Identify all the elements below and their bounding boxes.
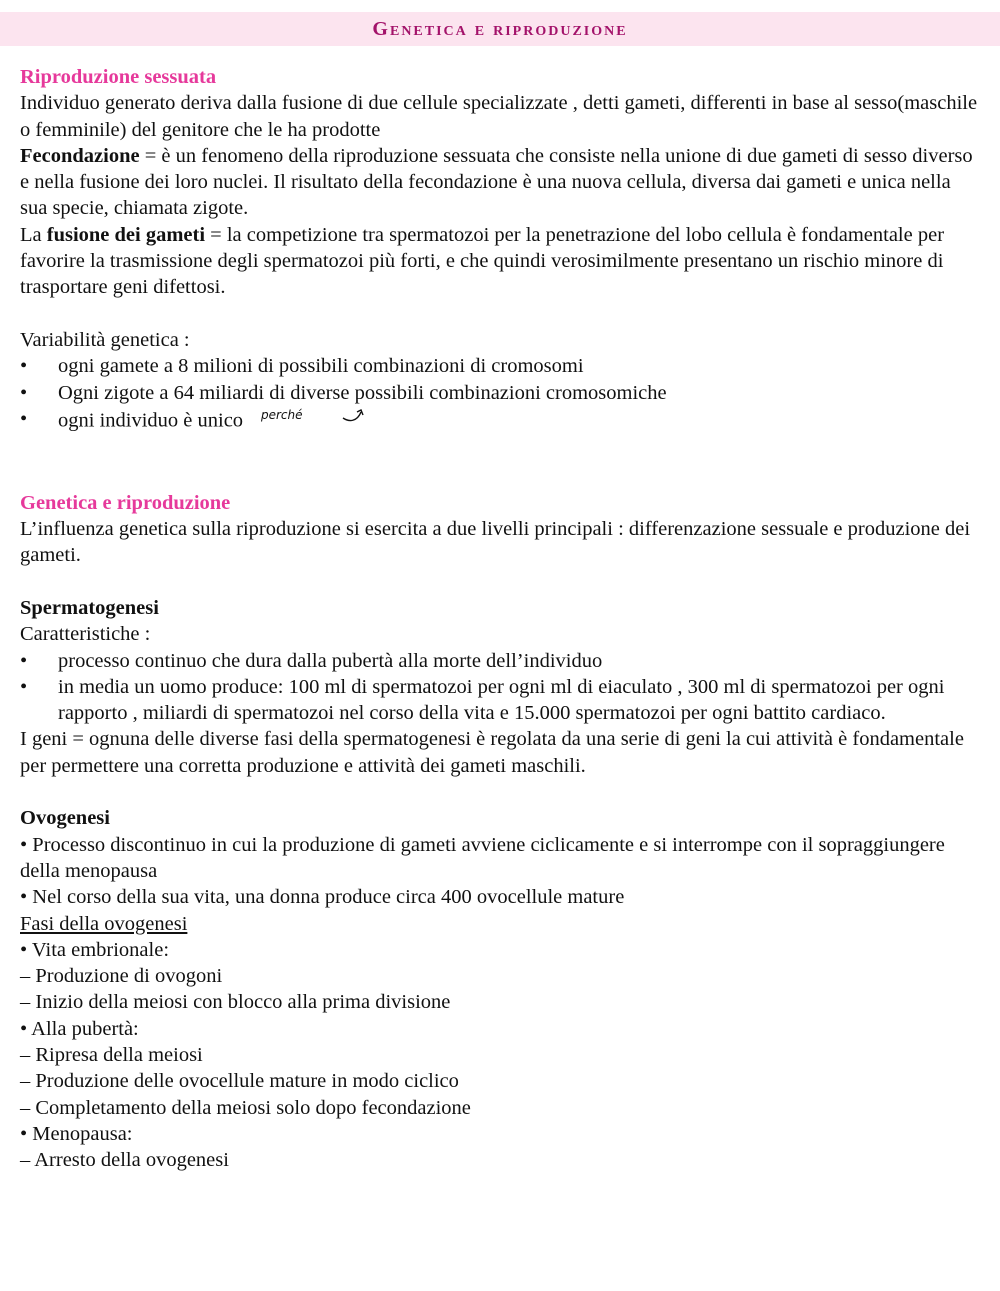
section-heading-riproduzione: Riproduzione sessuata [20,66,217,88]
ovogenesi-line: • Processo discontinuo in cui la produzione di gameti avviene ciclicamente e si interrompe con il sopraggiungere della menopausa [20,833,945,882]
term-fecondazione: Fecondazione [20,144,140,167]
fasi-line: – Ripresa della meiosi [20,1043,203,1066]
fusione-prefix: La [20,223,47,246]
paragraph-fecondazione [20,143,982,222]
page-title: Genetica e riproduzione [372,17,628,40]
handwritten-note [257,404,377,435]
fasi-line: • Menopausa: [20,1122,133,1145]
bullet-icon: • [20,407,28,430]
paragraph-influenza: L’influenza genetica sulla riproduzione si esercita a due livelli principali : differenzazione sessuale e produzione dei gameti. [20,518,971,567]
paragraph-geni: I geni = ognuna delle diverse fasi della spermatogenesi è regolata da una serie di geni la cui attività è fondamentale per permettere una corretta produzione e attività dei gameti maschili. [20,728,964,777]
subheading-ovogenesi: Ovogenesi [20,807,110,830]
fasi-line: • Alla pubertà: [20,1017,139,1040]
list-item: • in media un uomo produce: 100 ml di spermatozoi per ogni ml di eiaculato , 300 ml di spermatozoi per ogni rapporto , miliardi di spermatozoi nel corso della vita e 15.000 spermatozoi per ogni battito cardiaco. [20,675,945,725]
term-fusione: fusione dei gameti [46,223,206,246]
fasi-line: – Arresto della ovogenesi [20,1149,229,1172]
document-body [20,64,982,1173]
bullet-icon: • [20,381,28,404]
svg-text:perché: perché [261,407,303,422]
ovogenesi-line: • Nel corso della sua vita, una donna produce circa 400 ovocellule mature [20,886,625,909]
list-item: • ogni gamete a 8 milioni di possibili combinazioni di cromosomi [20,353,982,379]
list-item: • ogni individuo è unico perché [20,406,982,437]
handwritten-perche-icon [257,404,377,428]
list-item: • processo continuo che dura dalla pubertà alla morte dell’individuo [20,648,982,674]
fasi-line: – Produzione delle ovocellule mature in modo ciclico [20,1070,459,1093]
fusione-definition: = la competizione tra spermatozoi per la penetrazione del lobo cellula è fondamentale per favorire la trasmissione degli spermatozoi più forti, e che quindi verosimilmente presentano un rischio minore di trasportare geni difettosi. [20,223,945,299]
spermatogenesi-list [20,648,982,727]
paragraph-fusione [20,222,982,301]
caratteristiche-label: Caratteristiche : [20,623,151,646]
fasi-line: – Completamento della meiosi solo dopo fecondazione [20,1096,471,1119]
bullet-icon: • [20,649,28,672]
section-heading-genetica: Genetica e riproduzione [20,491,231,514]
variabilita-label: Variabilità genetica : [20,328,190,351]
page-header [0,12,1000,46]
fasi-line: – Produzione di ovogoni [20,965,223,988]
paragraph-intro: Individuo generato deriva dalla fusione di due cellule specializzate , detti gameti, differenti in base al sesso(maschile o femminile) del genitore che le ha prodotte [20,92,978,141]
fecondazione-definition: = è un fenomeno della riproduzione sessuata che consiste nella unione di due gameti di sesso diverso e nella fusione dei loro nuclei. Il risultato della fecondazione è una nuova cellula, diversa dai gameti e unica nella sua specie, chiamata zigote. [20,144,973,220]
subheading-fasi-ovogenesi: Fasi della ovogenesi [20,912,188,935]
subheading-spermatogenesi: Spermatogenesi [20,596,159,619]
variabilita-list [20,353,982,437]
fasi-line: • Vita embrionale: [20,938,170,961]
bullet-icon: • [20,355,28,378]
fasi-line: – Inizio della meiosi con blocco alla prima divisione [20,991,451,1014]
list-item: • Ogni zigote a 64 miliardi di diverse possibili combinazioni cromosomiche [20,380,982,406]
bullet-icon: • [20,675,28,698]
